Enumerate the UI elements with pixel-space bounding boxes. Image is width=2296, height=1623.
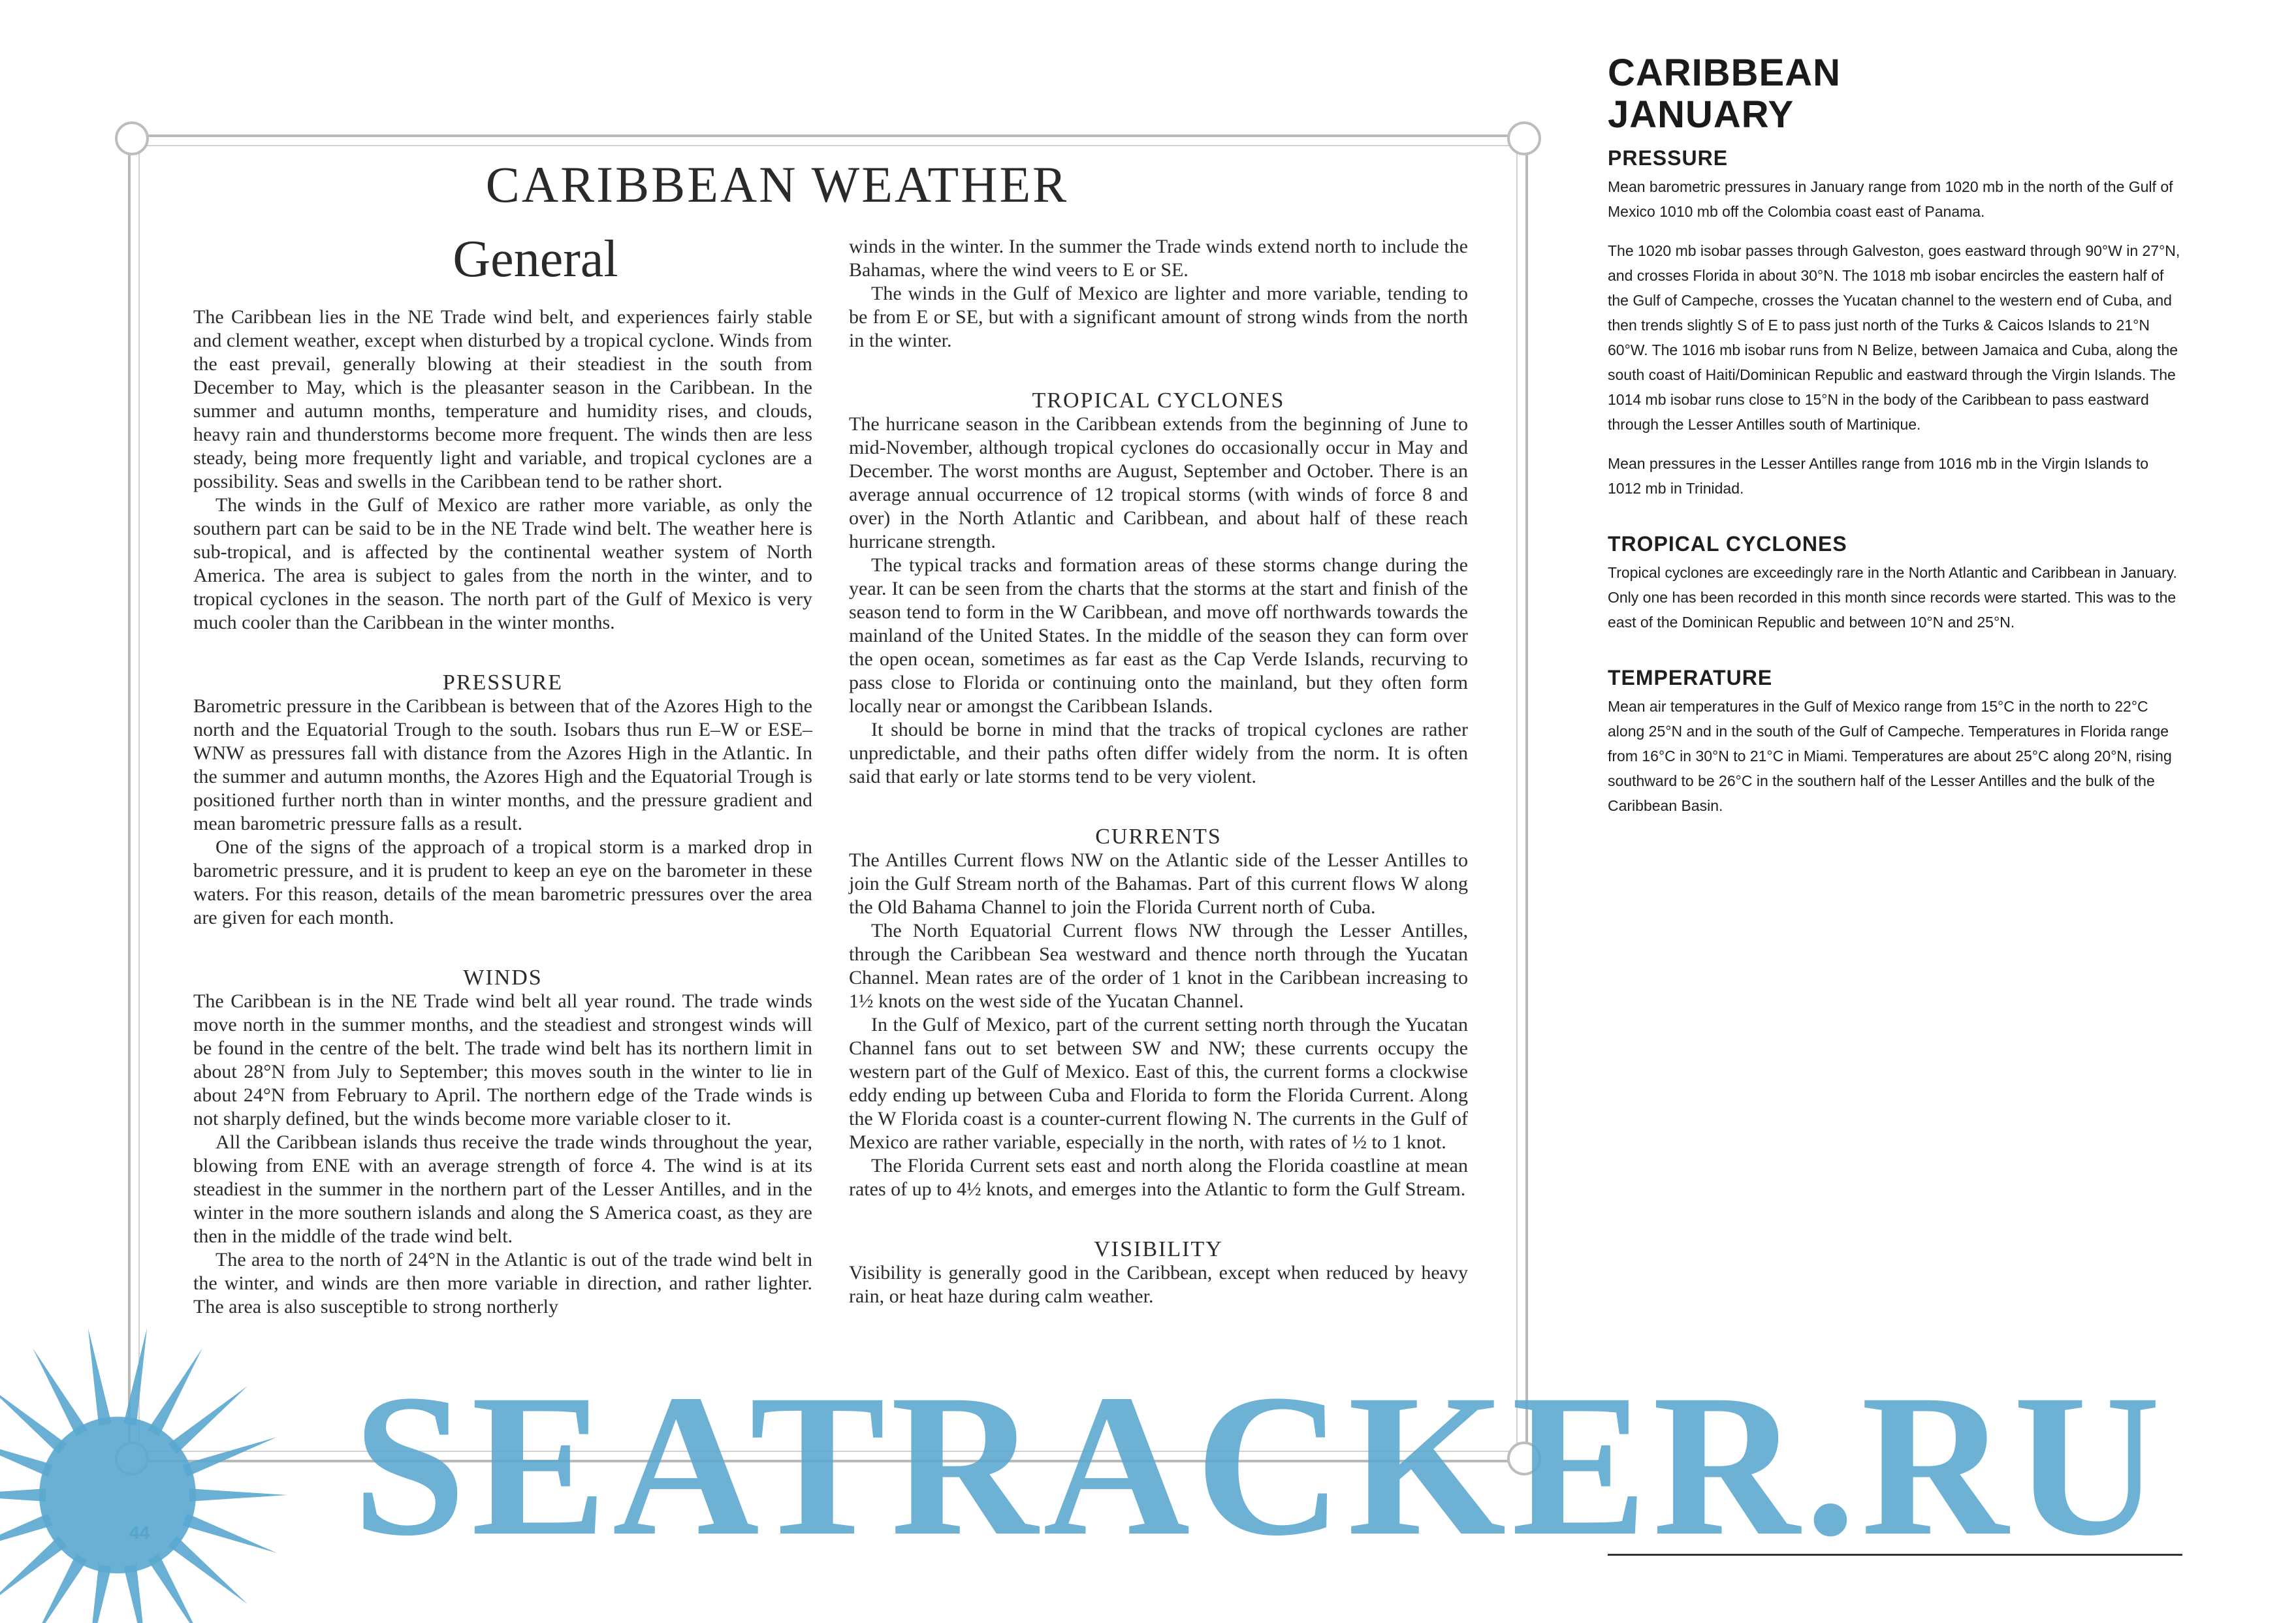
currents-heading: CURRENTS [1095, 825, 1222, 849]
pressure-paragraph: Mean pressures in the Lesser Antilles range from 1016 mb in the Virgin Islands to 1012 mb in Trinidad. [1608, 455, 2149, 497]
currents-paragraph: In the Gulf of Mexico, part of the current setting north through the Yucatan Channel fans out to set between SW and NW; these currents occupy the western part of the Gulf of Mexico. East of this, the current forms a clockwise eddy ending up between Cuba and Florida to form the Florida Current. Along the W Florida coast is a counter-current flowing N. The currents in the Gulf of Mexico are rather variable, especially in the north, with rates of ½ to 1 knot. [849, 1014, 1468, 1153]
general-paragraph: The Caribbean lies in the NE Trade wind belt, and experiences fairly stable and clement weather, except when disturbed by a tropical cyclone. Winds from the east prevail, generally blowing at their steadiest in the south from December to May, which is the pleasanter season in the Caribbean. In the summer and autumn months, temperature and humidity rises, and clouds, heavy rain and thunderstorms become more frequent. The winds then are less steady, being more frequently light and variable, and tropical cyclones are a possibility. Seas and swells in the Caribbean tend to be rather short. [193, 306, 812, 492]
frame-corner-ornament [115, 121, 149, 155]
sunburst-ray [168, 1536, 248, 1604]
sunburst-icon [0, 1299, 287, 1623]
sunburst-ray [148, 1348, 202, 1436]
sunburst-ray [123, 1328, 147, 1426]
sunburst-ray [183, 1437, 278, 1477]
winds-paragraph: The Caribbean is in the NE Trade wind belt all year round. The trade winds move north in the summer months, and the steadiest and strongest winds will be found in the centre of the belt. The trade wind belt has its northern limit in about 28°N from July to September; this moves south in the winter to lie in about 24°N from February to April. The northern edge of the Trade winds is not sharply defined, but the winds become more variable closer to it. [193, 990, 812, 1129]
pressure-paragraph: Mean barometric pressures in January range from 1020 mb in the north of the Gulf of Mexico 1010 mb off the Colombia coast east of Panama. [1608, 178, 2173, 220]
temperature-paragraph: Mean air temperatures in the Gulf of Mexico range from 15°C in the north to 22°C along 25°N and in the south of the Gulf of Campeche. Temperatures in Florida range from 16°C in 30°N to 21°C in Miami. Temperatures are about 25°C along 20°N, rising southward to be 26°C in the southern half of the Lesser Antilles and the bulk of the Caribbean Basin. [1608, 698, 2172, 814]
cyclones-heading: TROPICAL CYCLONES [1608, 532, 1847, 556]
page-title: CARIBBEAN WEATHER [485, 156, 1069, 213]
cyclones-paragraph: The typical tracks and formation areas of these storms change during the year. It can be seen from the charts that the storms at the start and finish of the season tend to form in the W Caribbean, and move off northwards towards the mainland of the United States. In the middle of the season they can form over the open ocean, sometimes as far east as the Cap Verde Islands, recurving to pass close to Florida or continuing onto the mainland, but they often form locally near or amongst the Caribbean Islands. [849, 554, 1468, 717]
sunburst-ray [123, 1564, 147, 1623]
pressure-paragraph: Barometric pressure in the Caribbean is between that of the Azores High to the north and the Equatorial Trough to the south. Isobars thus run E–W or ESE–WNW as pressures fall with distance from the Azores High in the Atlantic. In the summer and autumn months, the Azores High and the Equatorial Trough is positioned further north than in winter months, and the pressure gradient and mean barometric pressure falls as a result. [193, 695, 812, 834]
watermark-text: SEATRACKER.RU [353, 1353, 2166, 1578]
cyclones-paragraph: The hurricane season in the Caribbean extends from the beginning of June to mid-November, although tropical cyclones do occasionally occur in May and December. The worst months are August, September and October. There is an average annual occurrence of 12 tropical storms (with winds of force 8 and over) in the North Atlantic and Caribbean, and about half of these reach hurricane strength. [849, 413, 1468, 552]
cyclones-paragraph: Tropical cyclones are exceedingly rare in the North Atlantic and Caribbean in January. Only one has been recorded in this month since records were started. This was to the east of the Dominican Republic and between 10°N and 25°N. [1608, 564, 2177, 631]
pressure-heading: PRESSURE [1608, 146, 1729, 170]
cyclones-heading: TROPICAL CYCLONES [1032, 388, 1285, 413]
sunburst-ray [168, 1386, 248, 1454]
month-summary [1608, 146, 2182, 832]
visibility-paragraph: Visibility is generally good in the Caribbean, except when reduced by heavy rain, or heat haze during calm weather. [849, 1262, 1468, 1307]
sunburst-ray [88, 1564, 112, 1623]
winds-paragraph: All the Caribbean islands thus receive the trade winds throughout the year, blowing from ENE with an average strength of force 4. The wind is at its steadiest in the summer in the northern part of the Lesser Antilles, and in the winter in the more southern islands and along the S America coast, as they are then in the middle of the trade wind belt. [193, 1131, 812, 1247]
cyclones-paragraph: It should be borne in mind that the tracks of tropical cyclones are rather unpredictable, and their paths often differ widely from the norm. It is often said that early or late storms tend to be very violent. [849, 719, 1468, 787]
sunburst-ray [183, 1513, 278, 1553]
month-title-line: CARIBBEAN [1608, 52, 1841, 94]
winds-paragraph: The area to the north of 24°N in the Atlantic is out of the trade wind belt in the winter, and winds are then more variable in direction, and rather lighter. The area is also susceptible to strong northerly [193, 1249, 812, 1317]
month-title-line: JANUARY [1608, 93, 1794, 136]
temperature-heading: TEMPERATURE [1608, 666, 1773, 689]
month-title [1608, 52, 1841, 136]
currents-paragraph: The Antilles Current flows NW on the Atlantic side of the Lesser Antilles to join the Gulf Stream north of the Bahamas. Part of this current flows W along the Old Bahama Channel to join the Florida Current north of Cuba. [849, 849, 1468, 918]
sunburst-ray [33, 1348, 88, 1436]
sunburst-ray [88, 1328, 112, 1426]
winds-paragraph: The winds in the Gulf of Mexico are lighter and more variable, tending to be from E or SE, but with a significant amount of strong winds from the north in the winter. [849, 283, 1468, 351]
winds-paragraph: winds in the winter. In the summer the Trade winds extend north to include the Bahamas, where the wind veers to E or SE. [849, 236, 1468, 281]
text-column-left [193, 306, 812, 1319]
currents-paragraph: The North Equatorial Current flows NW through the Lesser Antilles, through the Caribbean Sea westward and thence north through the Yucatan Channel. Mean rates are of the order of 1 knot in the Caribbean increasing to 1½ knots on the west side of the Yucatan Channel. [849, 920, 1468, 1012]
pressure-heading: PRESSURE [442, 670, 564, 695]
text-column-right [849, 235, 1468, 1308]
pressure-paragraph: The 1020 mb isobar passes through Galveston, goes eastward through 90°W in 27°N, and crosses Florida in about 30°N. The 1018 mb isobar encircles the eastern half of the Gulf of Campeche, crosses the Yucatan channel to the western end of Cuba, and then trends slightly S of E to pass just north of the Turks & Caicos Islands to 21°N 60°W. The 1016 mb isobar runs from N Belize, between Jamaica and Cuba, along the south coast of Haiti/Dominican Republic and eastward through the Virgin Islands. The 1014 mb isobar runs close to 15°N in the body of the Caribbean to pass eastward through the Lesser Antilles south of Martinique. [1608, 242, 2180, 433]
winds-heading: WINDS [463, 966, 543, 990]
sunburst-ray [189, 1489, 287, 1502]
frame-corner-ornament [1507, 121, 1541, 155]
general-paragraph: The winds in the Gulf of Mexico are rather more variable, as only the southern part can be said to be in the NE Trade wind belt. The weather here is sub-tropical, and is affected by the continental weather system of North America. The area is subject to gales from the north in the winter, and to tropical cyclones in the season. The north part of the Gulf of Mexico is very much cooler than the Caribbean in the winter months. [193, 494, 812, 633]
sunburst-ray [0, 1489, 46, 1502]
pressure-paragraph: One of the signs of the approach of a tropical storm is a marked drop in barometric pressure, and it is prudent to keep an eye on the barometer in these waters. For this reason, details of the mean barometric pressures over the area are given for each month. [193, 836, 812, 928]
section-title-general: General [453, 230, 618, 288]
visibility-heading: VISIBILITY [1094, 1237, 1223, 1261]
currents-paragraph: The Florida Current sets east and north along the Florida coastline at mean rates of up to 4½ knots, and emerges into the Atlantic to form the Gulf Stream. [849, 1155, 1468, 1200]
